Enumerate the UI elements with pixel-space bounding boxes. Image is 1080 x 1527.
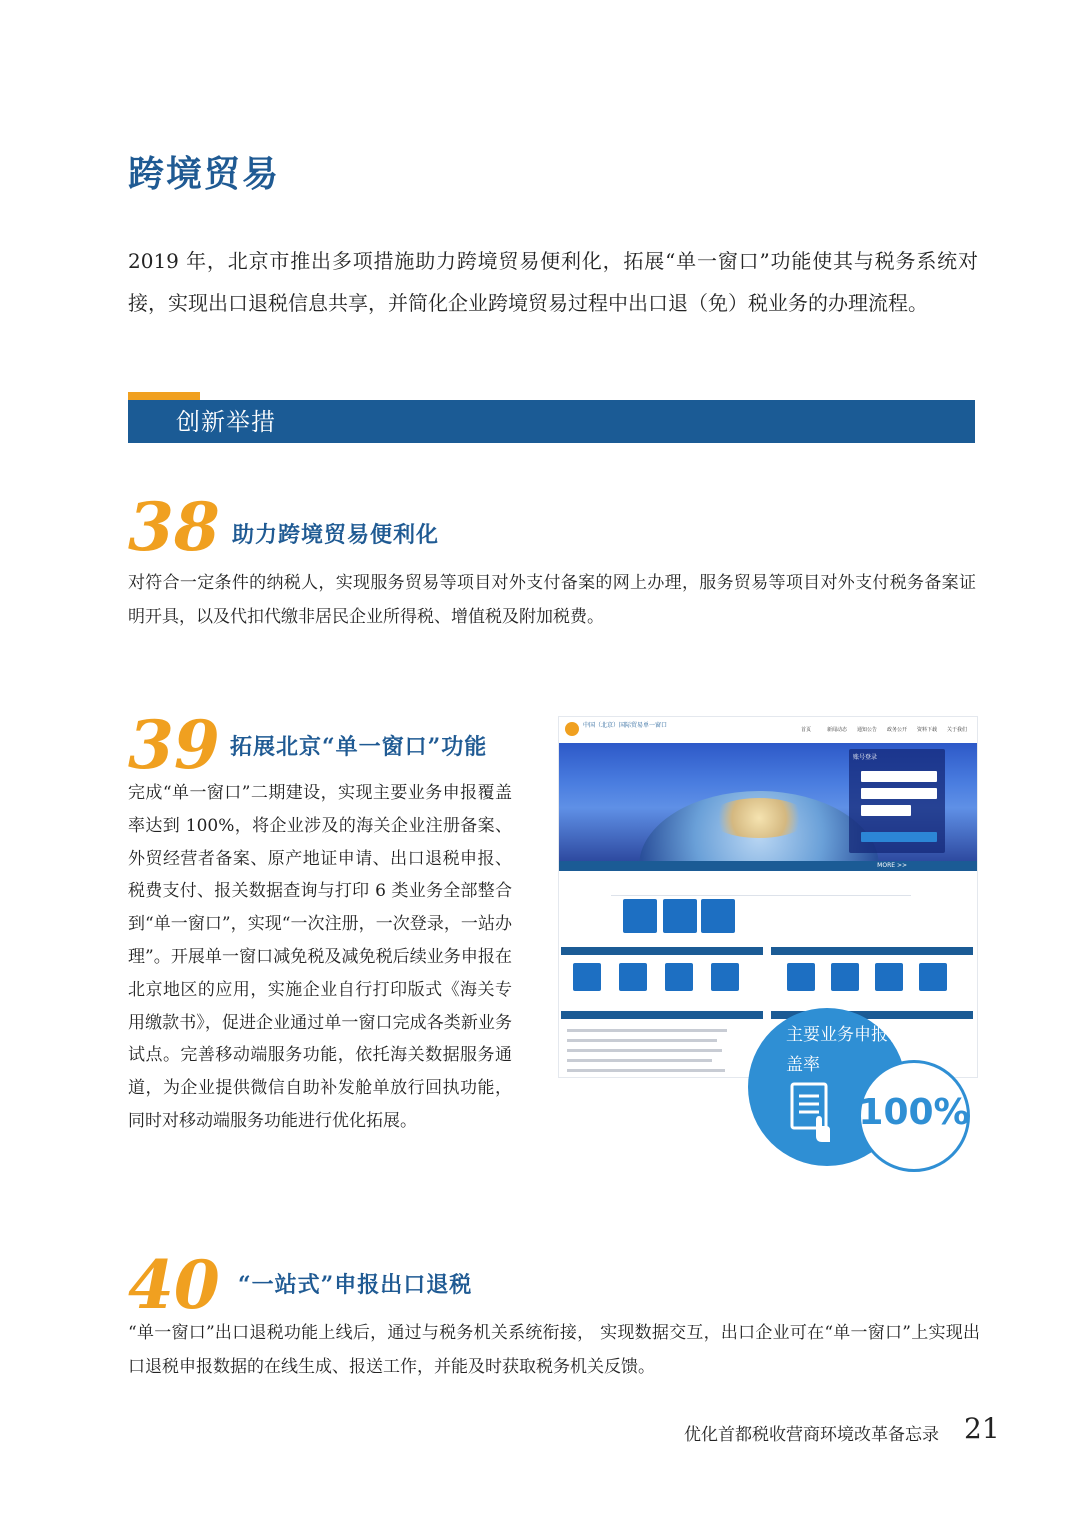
screenshot-section-bar xyxy=(561,1011,763,1019)
item-number-39: 39 xyxy=(128,706,220,784)
screenshot-tabs xyxy=(611,877,911,896)
logo-icon xyxy=(565,722,579,736)
item-heading-39: 拓展北京“单一窗口”功能 xyxy=(230,734,488,760)
service-tile xyxy=(831,963,859,991)
service-tile xyxy=(623,899,657,933)
login-username-field xyxy=(861,771,937,782)
service-tile xyxy=(787,963,815,991)
screenshot-section-bar xyxy=(561,947,763,955)
item-number-38: 38 xyxy=(128,488,220,566)
page-number: 21 xyxy=(964,1412,1000,1445)
coverage-value: 100% xyxy=(858,1092,970,1133)
item-heading-38: 助力跨境贸易便利化 xyxy=(232,522,440,548)
coverage-label: 主要业务申报覆盖率 xyxy=(786,1025,905,1075)
service-tile xyxy=(701,899,735,933)
news-line xyxy=(567,1039,717,1042)
service-tile xyxy=(663,899,697,933)
item-body-39: 完成“单一窗口”二期建设，实现主要业务申报覆盖率达到 100%，将企业涉及的海关企业注册备案、外贸经营者备案、原产地证申请、出口退税申报、税费支付、报关数据查询与打印 6 类业务全部整合到“单一窗口”，实现“一次注册，一次登录，一站办理”。开展单一窗口减免税及减免税后续业务申报在北京地区的应用，实施企业自行打印版式《海关专用缴款书》，促进企业通过单一窗口完成各类新业务试点。完善移动端服务功能，依托海关数据服务通道，为企业提供微信自助补发舱单放行回执功能，同时对移动端服务功能进行优化拓展。 xyxy=(128,783,512,1131)
service-tile xyxy=(619,963,647,991)
screenshot-nav-item: 关于我们 xyxy=(947,727,968,733)
login-panel xyxy=(849,749,945,853)
item-number-40: 40 xyxy=(128,1246,220,1324)
screenshot-nav-item: 政务公开 xyxy=(887,727,908,733)
item-body-40: “单一窗口”出口退税功能上线后，通过与税务机关系统衔接， 实现数据交互，出口企业可在“单一窗口”上实现出口退税申报数据的在线生成、报送工作，并能及时获取税务机关反馈。 xyxy=(128,1323,980,1377)
news-line xyxy=(567,1049,722,1052)
screenshot-nav-item: 通知公告 xyxy=(857,727,878,733)
airport-image xyxy=(709,798,809,838)
service-tile xyxy=(665,963,693,991)
screenshot-strip xyxy=(559,861,977,871)
login-button xyxy=(861,832,937,842)
news-line xyxy=(567,1059,712,1062)
screenshot-nav-item: 资料下载 xyxy=(917,727,938,733)
intro-paragraph: 2019 年，北京市推出多项措施助力跨境贸易便利化，拓展“单一窗口”功能使其与税务系统对接，实现出口退税信息共享，并简化企业跨境贸易过程中出口退（免）税业务的办理流程。 xyxy=(128,249,978,315)
login-captcha-field xyxy=(861,805,911,816)
screenshot-brand: 中国（北京）国际贸易单一窗口 xyxy=(583,722,668,729)
page-title: 跨境贸易 xyxy=(128,153,281,195)
service-tile xyxy=(573,963,601,991)
screenshot-banner xyxy=(559,743,977,861)
section-title: 创新举措 xyxy=(176,408,276,436)
screenshot-nav-item: 首页 xyxy=(801,727,812,733)
service-tile xyxy=(919,963,947,991)
login-title: 账号登录 xyxy=(853,754,878,761)
single-window-screenshot xyxy=(558,716,978,1078)
screenshot-section-bar xyxy=(771,947,973,955)
service-tile xyxy=(875,963,903,991)
item-body-38: 对符合一定条件的纳税人，实现服务贸易等项目对外支付备案的网上办理，服务贸易等项目对外支付税务备案证明开具，以及代扣代缴非居民企业所得税、增值税及附加税费。 xyxy=(128,573,976,627)
more-link: MORE >> xyxy=(877,862,907,869)
login-password-field xyxy=(861,788,937,799)
service-tile xyxy=(711,963,739,991)
accent-bar xyxy=(128,392,200,400)
news-line xyxy=(567,1069,725,1072)
footer-title: 优化首都税收营商环境改革备忘录 xyxy=(684,1425,939,1445)
screenshot-nav-item: 新闻动态 xyxy=(827,727,848,733)
item-heading-40: “一站式”申报出口退税 xyxy=(238,1272,473,1298)
news-line xyxy=(567,1029,727,1032)
document-icon xyxy=(790,1082,834,1144)
